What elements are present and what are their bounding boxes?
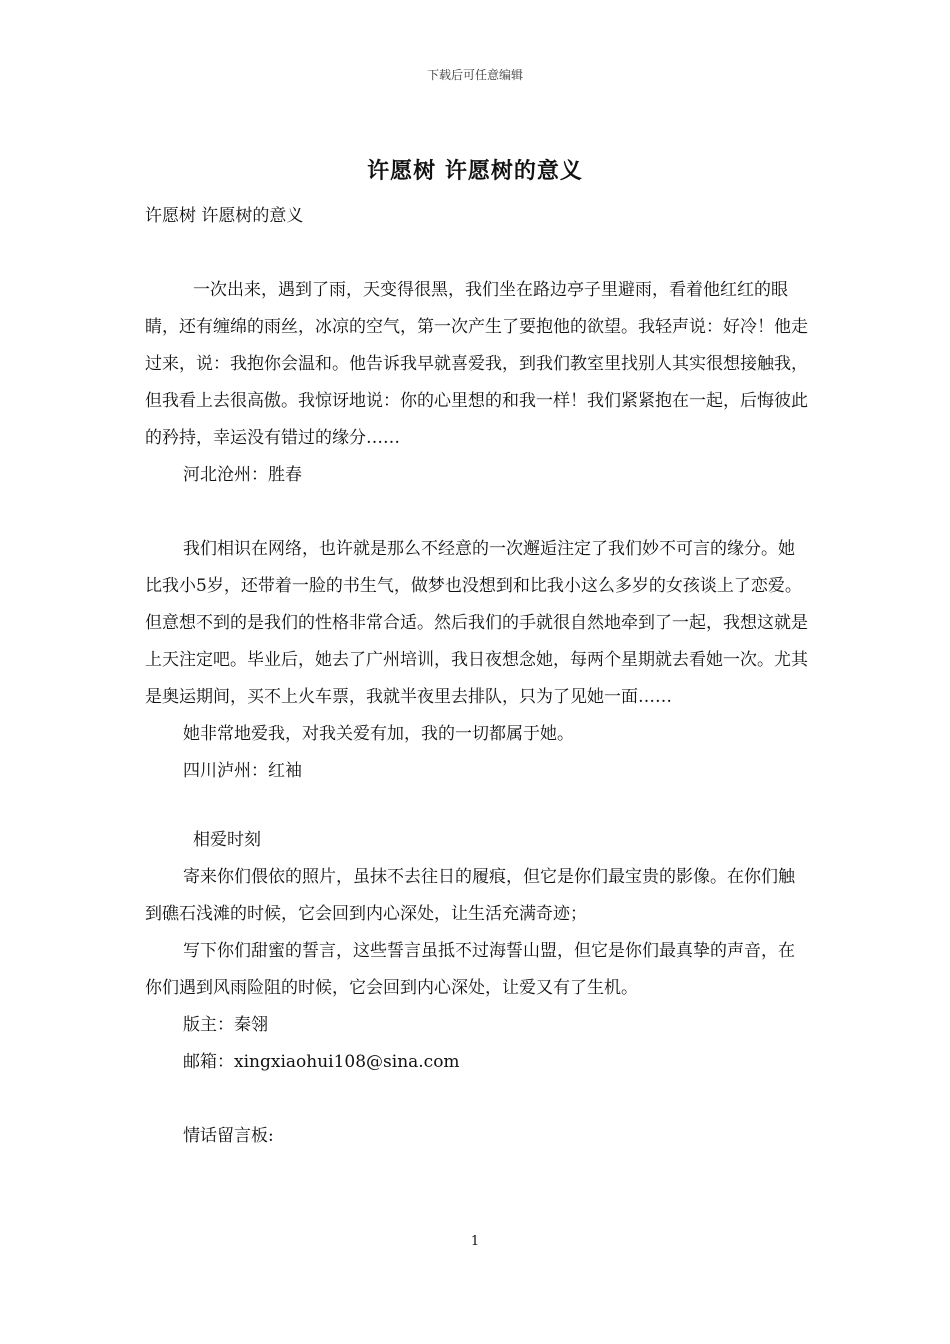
paragraph-photos: 寄来你们偎依的照片，虽抹不去往日的履痕，但它是你们最宝贵的影像。在你们触到礁石浅滩的时候，它会回到内心深处，让生活充满奇迹； [145, 867, 795, 924]
editor-line: 版主：秦翎 [183, 1015, 268, 1035]
message-board-label: 情话留言板: [183, 1126, 274, 1146]
document-body [145, 198, 810, 1155]
spacer [145, 494, 810, 531]
paragraph-story-1: 一次出来，遇到了雨，天变得很黑，我们坐在路边亭子里避雨，看着他红红的眼睛，还有缠绵的雨丝，冰凉的空气，第一次产生了要抱他的欲望。我轻声说：好冷！他走过来，说：我抱你会温和。他告诉我早就喜爱我，到我们教室里找别人其实很想接触我，但我看上去很高傲。我惊讶地说：你的心里想的和我一样！我们紧紧抱在一起，后悔彼此的矜持，幸运没有错过的缘分…… [145, 280, 808, 448]
paragraph-story-2-end: 她非常地爱我，对我关爱有加，我的一切都属于她。 [183, 724, 574, 744]
email-line: 邮箱：xingxiaohui108@sina.com [183, 1052, 460, 1072]
spacer [145, 790, 810, 822]
paragraph-story-2: 我们相识在网络，也许就是那么不经意的一次邂逅注定了我们妙不可言的缘分。她比我小5岁，还带着一脸的书生气，做梦也没想到和比我小这么多岁的女孩谈上了恋爱。但意想不到的是我们的性格非常合适。然后我们的手就很自然地牵到了一起，我想这就是上天注定吧。毕业后，她去了广州培训，我日夜想念她，每两个星期就去看她一次。尤其是奥运期间，买不上火车票，我就半夜里去排队，只为了见她一面…… [145, 539, 808, 707]
signature-2: 四川泸州：红袖 [183, 761, 302, 781]
header-note: 下载后可任意编辑 [426, 68, 523, 82]
spacer [145, 1081, 810, 1118]
page-number: 1 [470, 1234, 480, 1249]
spacer [145, 235, 810, 272]
signature-1: 河北沧州：胜春 [183, 465, 302, 485]
subtitle: 许愿树 许愿树的意义 [145, 206, 304, 226]
paragraph-vows: 写下你们甜蜜的誓言，这些誓言虽抵不过海誓山盟，但它是你们最真挚的声音，在你们遇到风雨险阻的时候，它会回到内心深处，让爱又有了生机。 [145, 941, 795, 998]
section-heading: 相爱时刻 [193, 830, 261, 850]
page-title: 许愿树 许愿树的意义 [367, 158, 583, 184]
